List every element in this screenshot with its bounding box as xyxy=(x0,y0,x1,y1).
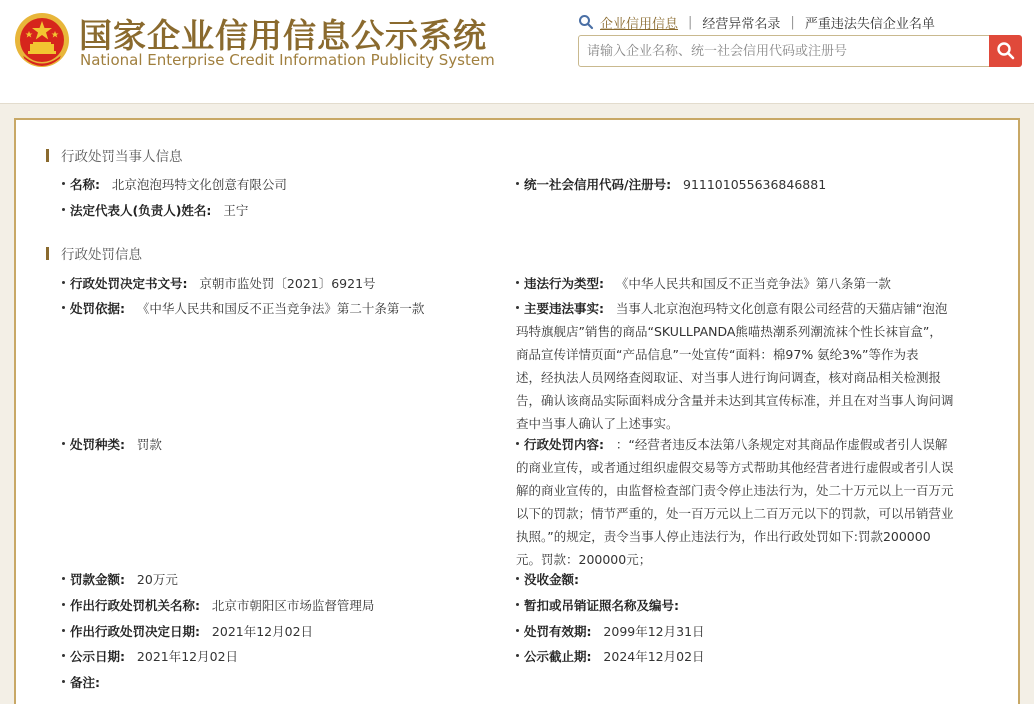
confiscation-field: 没收金额: xyxy=(516,568,976,591)
bullet-dot xyxy=(62,603,65,606)
nav-separator: | xyxy=(790,14,795,30)
bullet-dot xyxy=(516,182,519,185)
legal-rep-field: 法定代表人(负责人)姓名: 王宁 xyxy=(62,199,502,222)
nav-serious-list-link[interactable]: 严重违法失信企业名单 xyxy=(804,16,935,32)
search-button[interactable] xyxy=(989,35,1022,67)
credit-code-value: 911101055636846881 xyxy=(683,177,827,192)
nav-abnormal-list-link[interactable]: 经营异常名录 xyxy=(702,16,781,32)
bullet-dot xyxy=(62,442,65,445)
search-box xyxy=(578,35,990,67)
publish-date-value: 2021年12月02日 xyxy=(136,649,239,664)
credit-code-field: 统一社会信用代码/注册号: 911101055636846881 xyxy=(516,173,976,196)
penalty-section-title: 行政处罚信息 xyxy=(46,243,142,263)
party-name-field: 名称: 北京泡泡玛特文化创意有限公司 xyxy=(62,173,502,196)
section-marker xyxy=(46,247,49,260)
bullet-dot xyxy=(516,577,519,580)
kind-field: 处罚种类: 罚款 xyxy=(62,433,502,456)
authority-value: 北京市朝阳区市场监督管理局 xyxy=(211,598,375,613)
bullet-dot xyxy=(62,680,65,683)
facts-field: 主要违法事实: 当事人北京泡泡玛特文化创意有限公司经营的天猫店铺“泡泡 玛特旗舰店”销售的商品“SKULLPANDA熊喵热潮系列潮流袜个性长袜盲盒”， 商品宣传详情页面“产品信息”一处宣传“面料：棉97% 氨纶3%”等作为表 述，经执法人员网络查阅取证、对当事人进行询问调查，核对商品相关检测报 告，确认该商品实际面料成分含量并未达到其宣传标准，并且在对当事人询问调 查中当事人确认了上述事实。 xyxy=(516,301,954,431)
top-nav xyxy=(578,12,935,32)
site-title-cn: 国家企业信用信息公示系统 xyxy=(79,16,487,55)
nav-separator: | xyxy=(688,14,693,30)
bullet-dot xyxy=(516,306,519,309)
remark-field: 备注: xyxy=(62,671,502,694)
authority-field: 作出行政处罚机关名称: 北京市朝阳区市场监督管理局 xyxy=(62,594,502,617)
section-marker xyxy=(46,149,49,162)
basis-field: 处罚依据: 《中华人民共和国反不正当竞争法》第二十条第一款 xyxy=(62,297,502,320)
bullet-dot xyxy=(62,182,65,185)
basis-value: 《中华人民共和国反不正当竞争法》第二十条第一款 xyxy=(136,301,425,316)
national-emblem-icon xyxy=(14,12,70,70)
search-input[interactable] xyxy=(579,36,989,66)
party-name-value: 北京泡泡玛特文化创意有限公司 xyxy=(111,177,287,192)
bullet-dot xyxy=(516,629,519,632)
bullet-dot xyxy=(62,281,65,284)
doc-no-value: 京朝市监处罚〔2021〕6921号 xyxy=(199,276,376,291)
bullet-dot xyxy=(62,654,65,657)
publish-end-value: 2024年12月02日 xyxy=(603,649,705,664)
bullet-dot xyxy=(62,306,65,309)
nav-credit-info-link[interactable]: 企业信用信息 xyxy=(600,16,679,32)
kind-value: 罚款 xyxy=(136,437,162,452)
search-icon xyxy=(578,14,594,30)
bullet-dot xyxy=(516,281,519,284)
party-section-title: 行政处罚当事人信息 xyxy=(46,145,183,165)
decision-date-field: 作出行政处罚决定日期: 2021年12月02日 xyxy=(62,620,502,643)
penalty-detail-panel xyxy=(14,118,1020,704)
doc-no-field: 行政处罚决定书文号: 京朝市监处罚〔2021〕6921号 xyxy=(62,272,502,295)
violation-type-value: 《中华人民共和国反不正当竞争法》第八条第一款 xyxy=(615,276,891,291)
site-title-en: National Enterprise Credit Information Publicity System xyxy=(80,51,495,69)
bullet-dot xyxy=(62,629,65,632)
content-field: 行政处罚内容: ：“经营者违反本法第八条规定对其商品作虚假或者引人误解 的商业宣传，或者通过组织虚假交易等方式帮助其他经营者进行虚假或者引人误 解的商业宣传的，由监督检查部门责令停止违法行为，处二十万元以上一百万元 以下的罚款；情节严重的，处一百万元以上二百万元以下的罚款，可以吊销营业 执照。”的规定，责令当事人停止违法行为，作出行政处罚如下:罚款200000 元。罚款：200000元； xyxy=(516,437,954,567)
publish-end-field: 公示截止期: 2024年12月02日 xyxy=(516,645,976,668)
validity-value: 2099年12月31日 xyxy=(603,624,705,639)
decision-date-value: 2021年12月02日 xyxy=(211,624,314,639)
search-icon xyxy=(996,41,1016,61)
violation-type-field: 违法行为类型: 《中华人民共和国反不正当竞争法》第八条第一款 xyxy=(516,272,976,295)
bullet-dot xyxy=(62,577,65,580)
license-field: 暂扣或吊销证照名称及编号: xyxy=(516,594,976,617)
publish-date-field: 公示日期: 2021年12月02日 xyxy=(62,645,502,668)
site-header xyxy=(0,0,1034,104)
bullet-dot xyxy=(516,654,519,657)
legal-rep-value: 王宁 xyxy=(223,203,249,218)
validity-field: 处罚有效期: 2099年12月31日 xyxy=(516,620,976,643)
bullet-dot xyxy=(516,442,519,445)
bullet-dot xyxy=(62,208,65,211)
fine-value: 20万元 xyxy=(136,572,178,587)
bullet-dot xyxy=(516,603,519,606)
fine-field: 罚款金额: 20万元 xyxy=(62,568,502,591)
